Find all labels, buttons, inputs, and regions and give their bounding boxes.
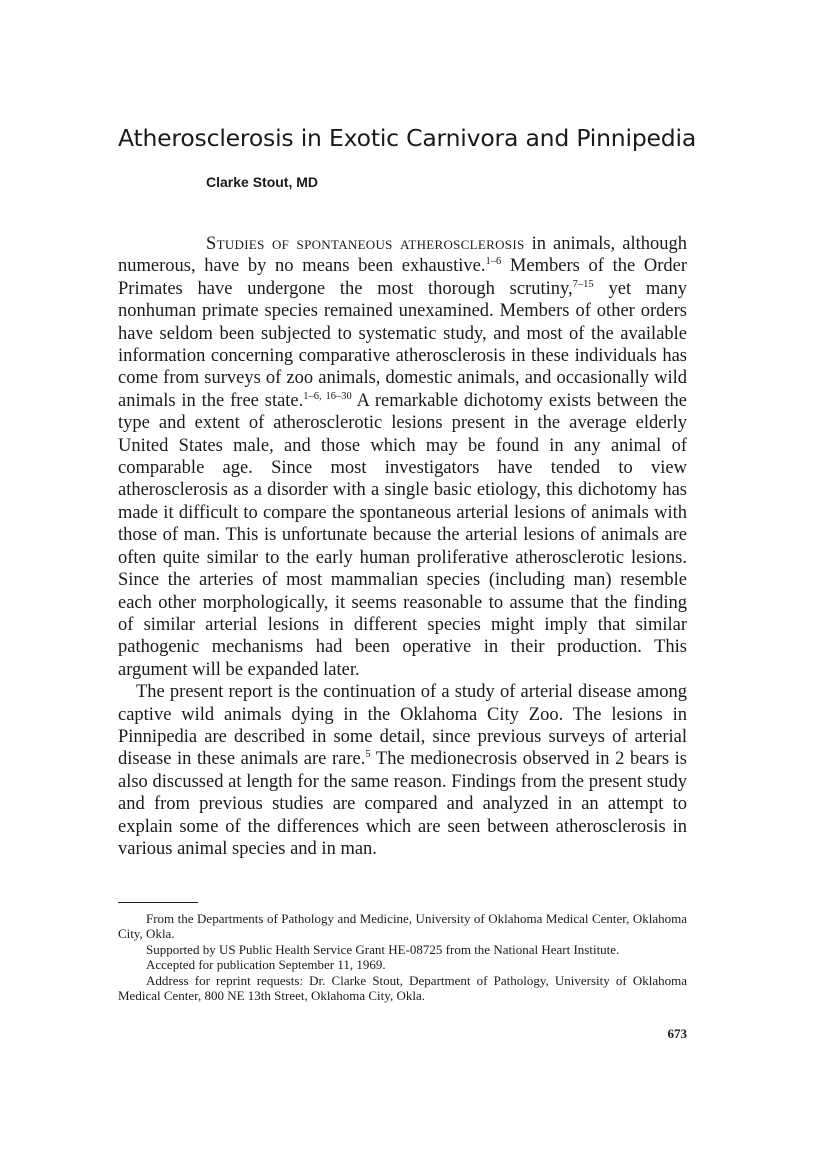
lead-in-small-caps: Studies of spontaneous atherosclerosis [206,234,525,254]
reference-superscript: 5 [365,749,371,761]
footnote-affiliation: From the Departments of Pathology and Medicine, University of Oklahoma Medical Center, Oklahoma City, Okla. [118,911,687,942]
text-run: A remarkable dichotomy exists between the type and extent of atherosclerotic lesions present in the average elderly United States male, and those which may be found in any animal of comparable age. Since most investigators have tended to view atherosclerosis as a disorder with a single basic etiology, this dichotomy has made it difficult to compare the spontaneous arterial lesions of animals with those of man. This is unfortunate because the arterial lesions of animals are often quite similar to the early human proliferative atherosclerotic lesions. Since the arteries of most mammalian species (including man) resemble each other morphologically, it seems reasonable to assume that the finding of similar arterial lesions in different species might imply that similar pathogenic mechanisms had been operative in their production. This argument will be expanded later. [118,390,687,680]
text-run: Members of the Order Primates have undergone the most thorough scrutiny, [118,256,687,299]
footnote-support: Supported by US Public Health Service Grant HE-08725 from the National Heart Institute. [146,941,620,957]
paragraph-present-report [118,681,687,860]
footnote-divider [118,902,198,903]
author-name: Clarke Stout, MD [206,174,319,190]
paragraph-intro [118,233,687,681]
footnote-accepted: Accepted for publication September 11, 1969. [146,957,386,973]
reference-superscript: 1–6 [485,256,502,268]
text-run: in animals, although numerous, have by no means been exhaustive. [118,234,687,277]
article-body [118,233,687,860]
reference-superscript: 1–6, 16–30 [303,390,352,402]
text-run: The present report is the continuation of a study of arterial disease among captive wild animals dying in the Oklahoma City Zoo. The lesions in Pinnipedia are described in some detail, since previous surveys of arterial disease in these animals are rare. [118,682,687,770]
reference-superscript: 7–15 [572,278,594,290]
article-title: Atherosclerosis in Exotic Carnivora and Pinnipedia [118,124,697,152]
text-run: The medionecrosis observed in 2 bears is also discussed at length for the same reason. Findings from the present study and from previous studies are compared and analyzed in an attempt to explain some of the differences which are seen between atherosclerosis in various animal species and in man. [118,749,687,859]
footnotes [118,911,687,1003]
footnote-address: Address for reprint requests: Dr. Clarke Stout, Department of Pathology, University of Oklahoma Medical Center, 800 NE 13th Street, Oklahoma City, Okla. [118,972,687,1004]
page-number: 673 [667,1026,687,1041]
text-run: yet many nonhuman primate species remained unexamined. Members of other orders have seldom been subjected to systematic study, and most of the available information concerning comparative atherosclerosis in these individuals has come from surveys of zoo animals, domestic animals, and occasionally wild animals in the free state. [118,278,687,411]
